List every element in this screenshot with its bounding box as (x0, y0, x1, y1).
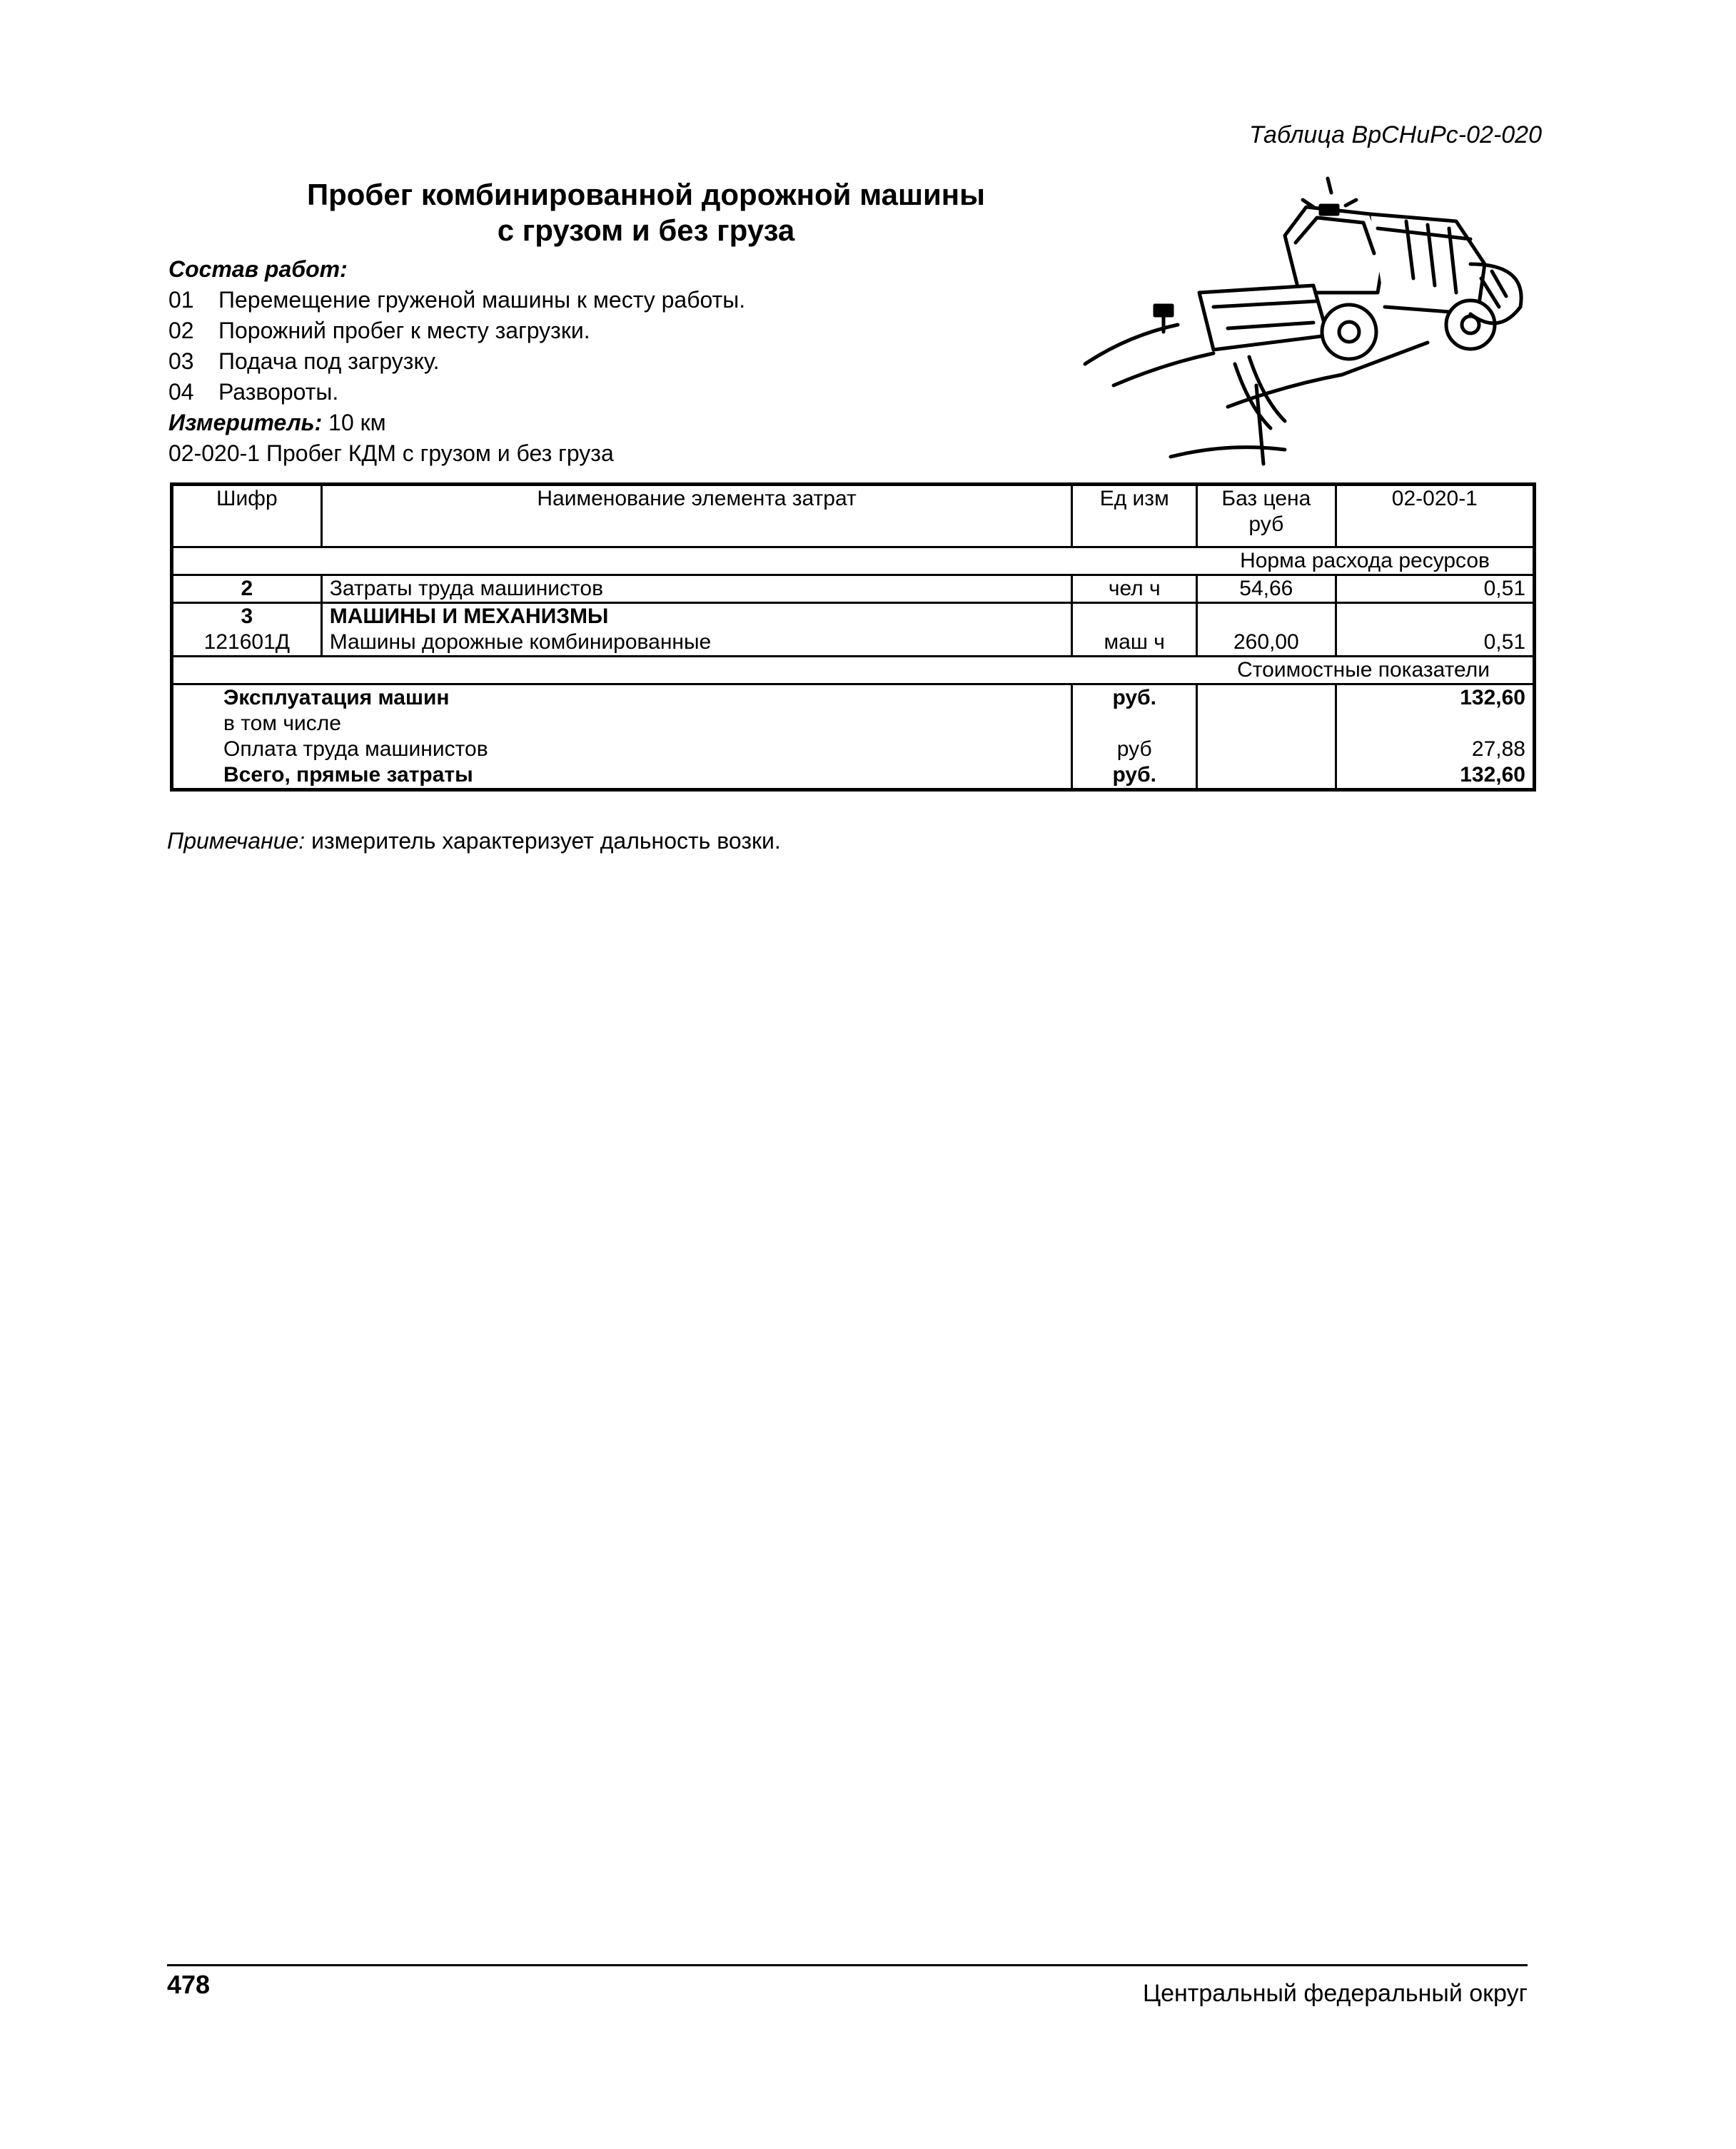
row-unit: чел ч (1072, 575, 1197, 603)
note: Примечание: измеритель характеризует дальность возки. (167, 828, 781, 854)
cost-name: Всего, прямые затраты (223, 763, 473, 787)
row-code: 3 (241, 605, 253, 628)
table-header (172, 485, 1535, 547)
table-row (172, 575, 1535, 603)
section-row (172, 547, 1535, 575)
header-price: Баз цена руб (1197, 485, 1336, 547)
works-label: Состав работ: (168, 256, 348, 282)
row-name: Затраты труда машинистов (321, 575, 1072, 603)
cost-row (172, 737, 1535, 762)
cost-row (172, 684, 1535, 712)
cost-value: 132,60 (1336, 684, 1534, 712)
cost-unit: руб. (1072, 684, 1197, 712)
cost-row (172, 762, 1535, 790)
page-title (164, 177, 1128, 248)
resource-table (170, 482, 1536, 792)
work-item: 02 Порожний пробег к месту загрузки. (168, 318, 590, 343)
work-item: 03 Подача под загрузку. (168, 348, 440, 374)
footer-region: Центральный федеральный округ (1142, 1980, 1528, 2007)
row-code: 121601Д (203, 630, 291, 654)
section-title: Стоимостные показатели (172, 657, 1535, 684)
row-name: МАШИНЫ И МЕХАНИЗМЫ (321, 603, 1072, 630)
row-price: 54,66 (1197, 575, 1336, 603)
header-name: Наименование элемента затрат (321, 485, 1072, 547)
title-line-2: с грузом и без груза (497, 213, 795, 247)
cost-name: Оплата труда машинистов (223, 737, 488, 761)
table-row (172, 603, 1535, 630)
row-code: 2 (172, 575, 322, 603)
row-name: Машины дорожные комбинированные (321, 629, 1072, 657)
cost-row (172, 711, 1535, 737)
row-unit: маш ч (1072, 629, 1197, 657)
work-item: 04 Развороты. (168, 379, 339, 405)
footer-divider (167, 1964, 1528, 1966)
cost-value: 132,60 (1336, 762, 1534, 790)
header-code: Шифр (172, 485, 322, 547)
cost-value: 27,88 (1336, 737, 1534, 762)
table-code: Таблица ВрСНиРс-02-020 (1248, 121, 1542, 148)
header-column: 02-020-1 (1336, 485, 1534, 547)
cost-unit: руб (1072, 737, 1197, 762)
cost-name: Эксплуатация машин (223, 686, 450, 709)
section-title: Норма расхода ресурсов (172, 547, 1535, 575)
table-row (172, 629, 1535, 657)
row-value: 0,51 (1336, 575, 1534, 603)
norm-line: 02-020-1 Пробег КДМ с грузом и без груза (168, 440, 614, 466)
cost-unit: руб. (1072, 762, 1197, 790)
work-item: 01 Перемещение груженой машины к месту работы. (168, 287, 746, 313)
work-composition (168, 254, 745, 469)
header-unit: Ед изм (1072, 485, 1197, 547)
meter: Измеритель: 10 км (168, 410, 386, 435)
row-price: 260,00 (1197, 629, 1336, 657)
page-number: 478 (167, 1970, 211, 1999)
title-line-1: Пробег комбинированной дорожной машины (306, 178, 986, 211)
section-row (172, 657, 1535, 684)
row-value: 0,51 (1336, 629, 1534, 657)
cost-name: в том числе (223, 712, 341, 735)
road-machine-illustration (1071, 171, 1542, 471)
